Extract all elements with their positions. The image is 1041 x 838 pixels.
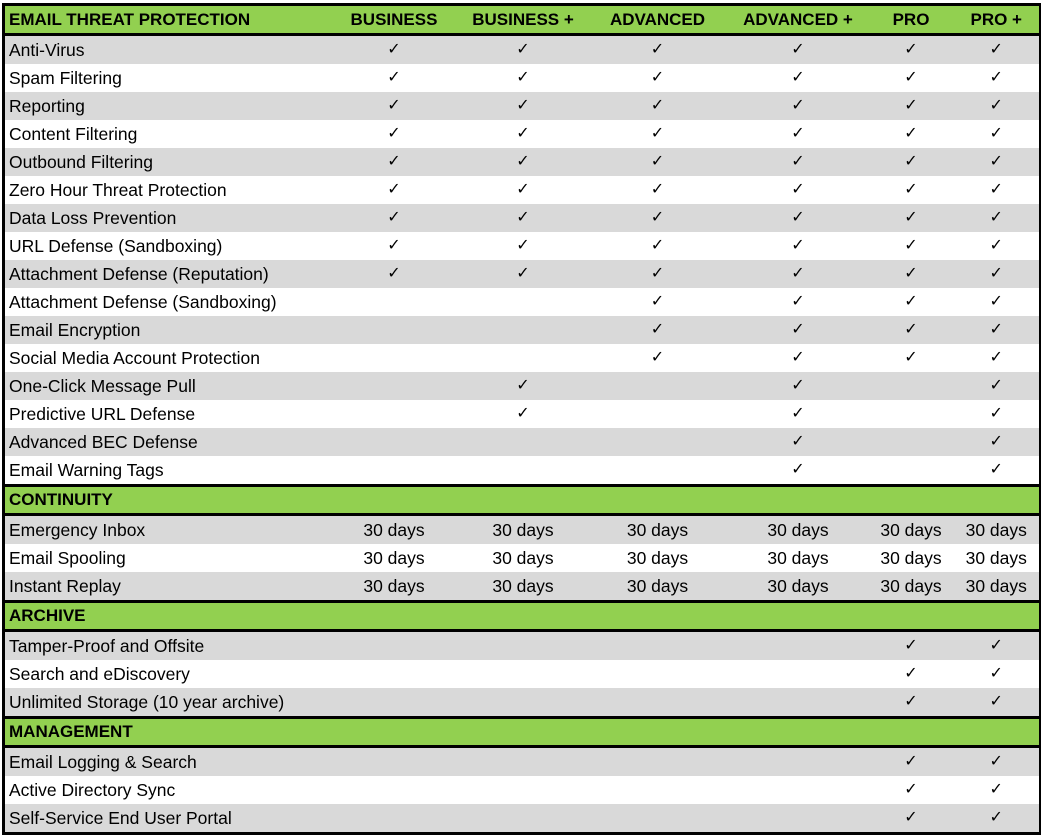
check-icon: ✓ — [791, 405, 805, 422]
empty-cell — [728, 804, 869, 834]
empty-cell — [459, 316, 588, 344]
section-header-row — [4, 602, 1041, 631]
section-header-fill — [459, 602, 588, 631]
check-icon: ✓ — [954, 747, 1041, 777]
section-title: EMAIL THREAT PROTECTION — [4, 5, 330, 35]
check-icon: ✓ — [650, 237, 665, 254]
check-icon: ✓ — [791, 237, 805, 254]
empty-cell — [869, 428, 954, 456]
section-header-fill — [954, 718, 1041, 747]
table-row — [4, 372, 1041, 400]
table-row — [4, 148, 1041, 176]
check-icon: ✓ — [904, 69, 918, 86]
check-icon: ✓ — [650, 181, 665, 198]
table-row — [4, 688, 1041, 718]
check-icon: ✓ — [869, 260, 954, 288]
section-header-fill — [330, 718, 459, 747]
feature-label: Advanced BEC Defense — [4, 428, 330, 456]
duration-value: 30 days — [869, 515, 954, 545]
empty-cell — [588, 428, 728, 456]
check-icon: ✓ — [387, 181, 401, 198]
feature-comparison-sheet — [2, 3, 1039, 835]
check-icon: ✓ — [588, 92, 728, 120]
feature-label: Email Logging & Search — [4, 747, 330, 777]
section-header-fill — [459, 718, 588, 747]
feature-label: Self-Service End User Portal — [4, 804, 330, 834]
feature-comparison-table — [2, 3, 1041, 835]
check-icon: ✓ — [728, 148, 869, 176]
check-icon: ✓ — [330, 148, 459, 176]
empty-cell — [459, 456, 588, 486]
empty-cell — [330, 400, 459, 428]
check-icon: ✓ — [904, 781, 918, 798]
empty-cell — [330, 316, 459, 344]
empty-cell — [459, 660, 588, 688]
check-icon: ✓ — [869, 631, 954, 661]
empty-cell — [588, 804, 728, 834]
check-icon: ✓ — [904, 237, 918, 254]
empty-cell — [330, 747, 459, 777]
table-row — [4, 456, 1041, 486]
empty-cell — [728, 776, 869, 804]
table-body — [4, 5, 1041, 834]
check-icon: ✓ — [459, 372, 588, 400]
feature-label: Unlimited Storage (10 year archive) — [4, 688, 330, 718]
check-icon: ✓ — [954, 776, 1041, 804]
empty-cell — [459, 776, 588, 804]
check-icon: ✓ — [869, 148, 954, 176]
duration-value: 30 days — [459, 572, 588, 602]
check-icon: ✓ — [516, 181, 530, 198]
section-header-fill — [869, 602, 954, 631]
check-icon: ✓ — [588, 35, 728, 65]
check-icon: ✓ — [954, 316, 1041, 344]
section-header-fill — [330, 486, 459, 515]
empty-cell — [588, 372, 728, 400]
empty-cell — [459, 747, 588, 777]
check-icon: ✓ — [791, 69, 805, 86]
duration-value: 30 days — [588, 572, 728, 602]
feature-label: Instant Replay — [4, 572, 330, 602]
table-row — [4, 660, 1041, 688]
check-icon: ✓ — [650, 125, 665, 142]
check-icon: ✓ — [954, 631, 1041, 661]
feature-label: Emergency Inbox — [4, 515, 330, 545]
duration-value: 30 days — [767, 548, 829, 568]
section-header-fill — [728, 486, 869, 515]
check-icon: ✓ — [954, 232, 1041, 260]
feature-label: Reporting — [4, 92, 330, 120]
check-icon: ✓ — [904, 349, 918, 366]
check-icon: ✓ — [459, 92, 588, 120]
section-header-row — [4, 718, 1041, 747]
empty-cell — [728, 660, 869, 688]
feature-label: Tamper-Proof and Offsite — [4, 631, 330, 661]
check-icon: ✓ — [954, 64, 1041, 92]
column-header: BUSINESS — [330, 5, 459, 35]
section-header-fill — [954, 602, 1041, 631]
empty-cell — [330, 688, 459, 718]
check-icon: ✓ — [387, 125, 401, 142]
column-header: PRO + — [954, 5, 1041, 35]
check-icon: ✓ — [954, 344, 1041, 372]
check-icon: ✓ — [869, 35, 954, 65]
check-icon: ✓ — [791, 349, 805, 366]
duration-value: 30 days — [330, 572, 459, 602]
table-row — [4, 64, 1041, 92]
check-icon: ✓ — [791, 293, 805, 310]
column-header: ADVANCED + — [728, 5, 869, 35]
check-icon: ✓ — [459, 204, 588, 232]
check-icon: ✓ — [588, 316, 728, 344]
empty-cell — [869, 372, 954, 400]
feature-label: Email Encryption — [4, 316, 330, 344]
check-icon: ✓ — [728, 428, 869, 456]
duration-value: 30 days — [728, 515, 869, 545]
empty-cell — [459, 688, 588, 718]
check-icon: ✓ — [954, 804, 1041, 834]
section-header-fill — [954, 486, 1041, 515]
check-icon: ✓ — [954, 456, 1041, 486]
check-icon: ✓ — [954, 260, 1041, 288]
empty-cell — [728, 631, 869, 661]
feature-label: Active Directory Sync — [4, 776, 330, 804]
empty-cell — [869, 400, 954, 428]
table-row — [4, 316, 1041, 344]
check-icon: ✓ — [954, 688, 1041, 718]
table-row — [4, 804, 1041, 834]
check-icon: ✓ — [954, 204, 1041, 232]
table-row — [4, 35, 1041, 65]
duration-value: 30 days — [880, 548, 942, 568]
section-title: ARCHIVE — [4, 602, 330, 631]
feature-label: Data Loss Prevention — [4, 204, 330, 232]
duration-value: 30 days — [626, 548, 689, 568]
check-icon: ✓ — [728, 260, 869, 288]
check-icon: ✓ — [954, 660, 1041, 688]
empty-cell — [330, 804, 459, 834]
check-icon: ✓ — [791, 125, 805, 142]
duration-value: 30 days — [869, 572, 954, 602]
section-header-fill — [728, 602, 869, 631]
section-header-fill — [459, 486, 588, 515]
check-icon: ✓ — [954, 372, 1041, 400]
table-row — [4, 260, 1041, 288]
table-row — [4, 120, 1041, 148]
table-row — [4, 572, 1041, 602]
empty-cell — [459, 288, 588, 316]
duration-value: 30 days — [954, 544, 1041, 572]
section-header-row — [4, 5, 1041, 35]
empty-cell — [588, 456, 728, 486]
table-row — [4, 747, 1041, 777]
check-icon: ✓ — [330, 35, 459, 65]
empty-cell — [330, 344, 459, 372]
table-row — [4, 631, 1041, 661]
check-icon: ✓ — [387, 237, 401, 254]
check-icon: ✓ — [869, 747, 954, 777]
empty-cell — [588, 747, 728, 777]
check-icon: ✓ — [459, 148, 588, 176]
feature-label: Zero Hour Threat Protection — [4, 176, 330, 204]
check-icon: ✓ — [728, 35, 869, 65]
feature-label: Search and eDiscovery — [4, 660, 330, 688]
feature-label: Predictive URL Defense — [4, 400, 330, 428]
section-header-fill — [588, 602, 728, 631]
check-icon: ✓ — [650, 69, 665, 86]
check-icon: ✓ — [954, 120, 1041, 148]
table-row — [4, 176, 1041, 204]
feature-label: One-Click Message Pull — [4, 372, 330, 400]
check-icon: ✓ — [330, 204, 459, 232]
check-icon: ✓ — [650, 293, 665, 310]
check-icon: ✓ — [650, 349, 665, 366]
section-title: CONTINUITY — [4, 486, 330, 515]
check-icon: ✓ — [728, 456, 869, 486]
check-icon: ✓ — [954, 400, 1041, 428]
check-icon: ✓ — [516, 69, 530, 86]
table-row — [4, 92, 1041, 120]
empty-cell — [459, 804, 588, 834]
column-header: BUSINESS + — [459, 5, 588, 35]
empty-cell — [330, 428, 459, 456]
empty-cell — [330, 456, 459, 486]
check-icon: ✓ — [954, 428, 1041, 456]
check-icon: ✓ — [728, 316, 869, 344]
feature-label: Email Warning Tags — [4, 456, 330, 486]
feature-label: Outbound Filtering — [4, 148, 330, 176]
check-icon: ✓ — [387, 69, 401, 86]
duration-value: 30 days — [954, 515, 1041, 545]
check-icon: ✓ — [869, 688, 954, 718]
column-header: PRO — [869, 5, 954, 35]
feature-label: Attachment Defense (Sandboxing) — [4, 288, 330, 316]
check-icon: ✓ — [728, 204, 869, 232]
empty-cell — [459, 631, 588, 661]
empty-cell — [330, 288, 459, 316]
duration-value: 30 days — [330, 515, 459, 545]
check-icon: ✓ — [954, 35, 1041, 65]
feature-label: Content Filtering — [4, 120, 330, 148]
empty-cell — [330, 631, 459, 661]
section-header-fill — [869, 486, 954, 515]
feature-label: Anti-Virus — [4, 35, 330, 65]
check-icon: ✓ — [728, 372, 869, 400]
duration-value: 30 days — [954, 572, 1041, 602]
check-icon: ✓ — [459, 35, 588, 65]
feature-label: Email Spooling — [4, 544, 330, 572]
section-header-fill — [588, 718, 728, 747]
check-icon: ✓ — [459, 260, 588, 288]
feature-label: Spam Filtering — [4, 64, 330, 92]
feature-label: Social Media Account Protection — [4, 344, 330, 372]
empty-cell — [459, 428, 588, 456]
check-icon: ✓ — [869, 804, 954, 834]
duration-value: 30 days — [459, 515, 588, 545]
empty-cell — [459, 344, 588, 372]
feature-label: URL Defense (Sandboxing) — [4, 232, 330, 260]
duration-value: 30 days — [728, 572, 869, 602]
empty-cell — [588, 776, 728, 804]
check-icon: ✓ — [904, 125, 918, 142]
section-header-row — [4, 486, 1041, 515]
section-header-fill — [869, 718, 954, 747]
table-row — [4, 288, 1041, 316]
section-header-fill — [728, 718, 869, 747]
check-icon: ✓ — [330, 260, 459, 288]
table-row — [4, 204, 1041, 232]
check-icon: ✓ — [516, 125, 530, 142]
empty-cell — [869, 456, 954, 486]
check-icon: ✓ — [588, 260, 728, 288]
check-icon: ✓ — [588, 204, 728, 232]
section-header-fill — [330, 602, 459, 631]
check-icon: ✓ — [791, 181, 805, 198]
check-icon: ✓ — [954, 288, 1041, 316]
check-icon: ✓ — [869, 316, 954, 344]
table-row — [4, 515, 1041, 545]
check-icon: ✓ — [954, 176, 1041, 204]
check-icon: ✓ — [869, 92, 954, 120]
empty-cell — [588, 400, 728, 428]
check-icon: ✓ — [728, 92, 869, 120]
empty-cell — [330, 776, 459, 804]
empty-cell — [588, 660, 728, 688]
check-icon: ✓ — [954, 148, 1041, 176]
column-header: ADVANCED — [588, 5, 728, 35]
duration-value: 30 days — [588, 515, 728, 545]
duration-value: 30 days — [363, 548, 425, 568]
section-title: MANAGEMENT — [4, 718, 330, 747]
check-icon: ✓ — [954, 92, 1041, 120]
table-row — [4, 232, 1041, 260]
check-icon: ✓ — [904, 181, 918, 198]
check-icon: ✓ — [904, 293, 918, 310]
table-row — [4, 428, 1041, 456]
check-icon: ✓ — [869, 204, 954, 232]
empty-cell — [728, 747, 869, 777]
empty-cell — [330, 372, 459, 400]
table-row — [4, 344, 1041, 372]
duration-value: 30 days — [492, 548, 554, 568]
empty-cell — [588, 688, 728, 718]
section-header-fill — [588, 486, 728, 515]
check-icon: ✓ — [516, 405, 530, 422]
check-icon: ✓ — [516, 237, 530, 254]
table-row — [4, 400, 1041, 428]
empty-cell — [728, 688, 869, 718]
table-row — [4, 544, 1041, 572]
check-icon: ✓ — [330, 92, 459, 120]
table-row — [4, 776, 1041, 804]
empty-cell — [588, 631, 728, 661]
check-icon: ✓ — [588, 148, 728, 176]
feature-label: Attachment Defense (Reputation) — [4, 260, 330, 288]
check-icon: ✓ — [904, 665, 918, 682]
empty-cell — [330, 660, 459, 688]
